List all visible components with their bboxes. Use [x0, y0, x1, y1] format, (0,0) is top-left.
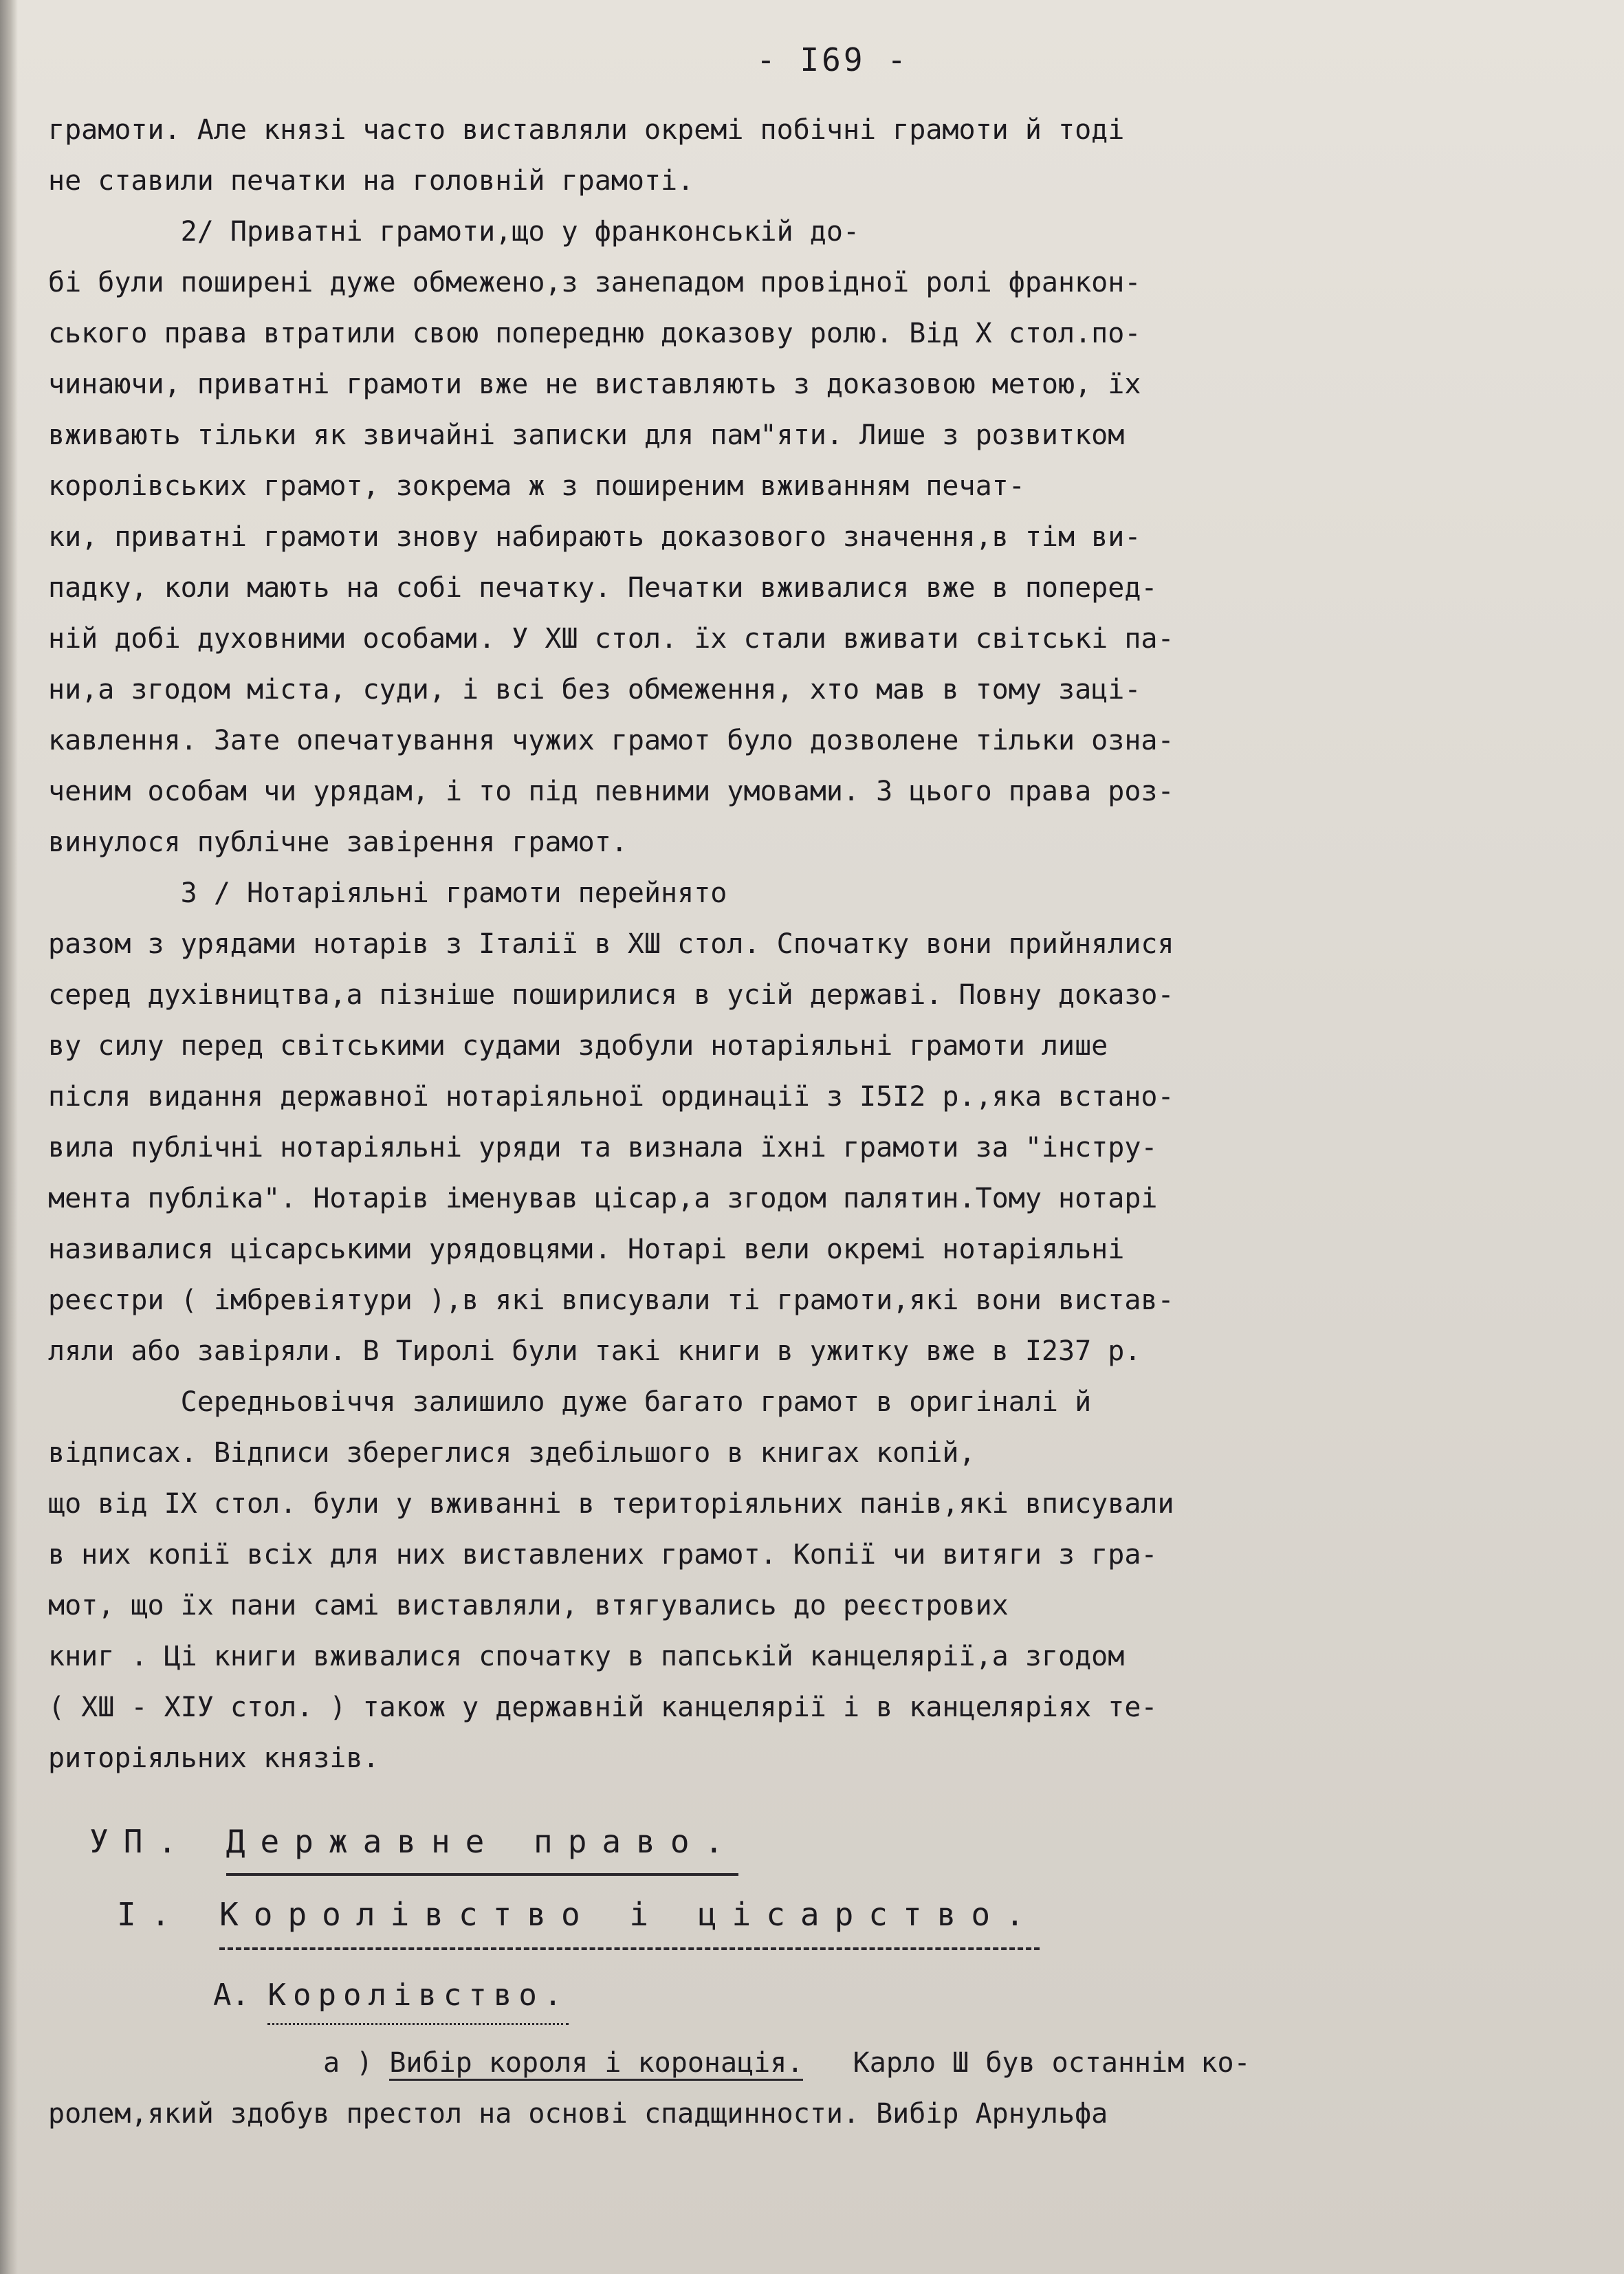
text-line: в них копії всіх для них виставлених грамот. Копії чи витяги з гра-: [48, 1539, 1158, 1571]
paragraph-2-private-charters: [48, 206, 1590, 868]
text-line: мента публіка". Нотарів іменував цісар,а згодом палятин.Тому нотарі: [48, 1183, 1158, 1214]
text-line: винулося публічне завірення грамот.: [48, 827, 628, 858]
text-line: книг . Ці книги вживалися спочатку в папській канцелярії,а згодом: [48, 1641, 1125, 1672]
text-line: називалися цісарськими урядовцями. Нотарі вели окремі нотаріяльні: [48, 1234, 1125, 1265]
text-line: реєстри ( імбревіятури ),в які вписували ті грамоти,які вони вистав-: [48, 1284, 1174, 1316]
section-heading: [89, 1814, 1590, 1876]
text-line: після видання державної нотаріяльної ординації з I5I2 р.,яка встано-: [48, 1081, 1174, 1113]
subsubsection-title: Королівство.: [267, 1968, 569, 2025]
text-line: 3 / Нотаріяльні грамоти перейнято: [48, 877, 727, 909]
item-heading: Вибір короля і коронація.: [389, 2047, 803, 2081]
page-number: - I69 -: [756, 41, 909, 78]
paragraph-king-election: [48, 2037, 1590, 2139]
text-line: ни,а згодом міста, суди, і всі без обмеження, хто мав в тому заці-: [48, 674, 1141, 706]
text-line: ки, приватні грамоти знову набирають доказового значення,в тім ви-: [48, 521, 1141, 553]
text-line: відписах. Відписи збереглися здебільшого в книгах копій,: [48, 1437, 976, 1469]
section-number: УП.: [89, 1823, 193, 1860]
text-line: королівських грамот, зокрема ж з поширеним вживанням печат-: [48, 470, 1025, 502]
text-line: ву силу перед світськими судами здобули нотаріяльні грамоти лише: [48, 1030, 1108, 1062]
spacer: [48, 1784, 1590, 1814]
text-line: мот, що їх пани самі виставляли, втягувались до реєстрових: [48, 1590, 1009, 1621]
text-line: вживають тільки як звичайні записки для пам"яти. Лише з розвитком: [48, 419, 1125, 451]
text-line: бі були поширені дуже обмежено,з занепадом провідної ролі франкон-: [48, 267, 1141, 298]
text-line: [48, 2037, 1590, 2088]
text-line: ( ХШ - ХІУ стол. ) також у державній канцелярії і в канцеляріях те-: [48, 1692, 1158, 1723]
section-title: Державне право.: [226, 1814, 738, 1876]
text-line: разом з урядами нотарів з Італії в ХШ стол. Спочатку вони прийнялися: [48, 928, 1174, 960]
item-text: Карло Ш був останнім ко-: [853, 2047, 1251, 2079]
subsection-title: Королівство і цісарство.: [219, 1887, 1040, 1950]
text-line: чинаючи, приватні грамоти вже не виставляють з доказовою метою, їх: [48, 369, 1141, 400]
paragraph-3-notarial-charters: [48, 868, 1590, 1377]
text-line: 2/ Приватні грамоти,що у франконській до-: [48, 216, 860, 248]
document-body: [48, 105, 1590, 1784]
text-line: що від IX стол. були у вживанні в територіяльних панів,які вписували: [48, 1488, 1174, 1520]
text-line: кавлення. Зате опечатування чужих грамот було дозволене тільки озна-: [48, 725, 1174, 756]
text-line: грамоти. Але князі часто виставляли окремі побічні грамоти й тоді: [48, 114, 1125, 146]
text-line: Середньовіччя залишило дуже багато грамот в оригіналі й: [48, 1386, 1092, 1418]
subsubsection-letter: А.: [213, 1978, 250, 2013]
text-line: вила публічні нотаріяльні уряди та визнала їхні грамоти за "інстру-: [48, 1132, 1158, 1163]
text-line: ляли або завіряли. В Тиролі були такі книги в ужитку вже в I237 р.: [48, 1335, 1141, 1367]
text-line: падку, коли мають на собі печатку. Печатки вживалися вже в поперед-: [48, 572, 1158, 604]
subsection-number: I.: [117, 1896, 186, 1933]
item-marker: а ): [323, 2047, 373, 2079]
text-line: ченим особам чи урядам, і то під певними умовами. З цього права роз-: [48, 776, 1174, 807]
text-line: не ставили печатки на головній грамоті.: [48, 165, 694, 197]
text-line: серед духівництва,а пізніше поширилися в усій державі. Повну доказо-: [48, 979, 1174, 1011]
paragraph-4-copies: [48, 1377, 1590, 1784]
text-line: ського права втратили свою попередню доказову ролю. Від X стол.по-: [48, 318, 1141, 349]
text-line: ній добі духовними особами. У ХШ стол. їх стали вживати світські па-: [48, 623, 1174, 655]
subsubsection-heading: [213, 1968, 1590, 2025]
text-line: ролем,який здобув престол на основі спадщинности. Вибір Арнульфа: [48, 2098, 1108, 2130]
paragraph-1: [48, 105, 1590, 206]
text-line: риторіяльних князів.: [48, 1742, 380, 1774]
subsection-heading: [117, 1887, 1590, 1950]
page-shadow-edge: [0, 0, 18, 2274]
